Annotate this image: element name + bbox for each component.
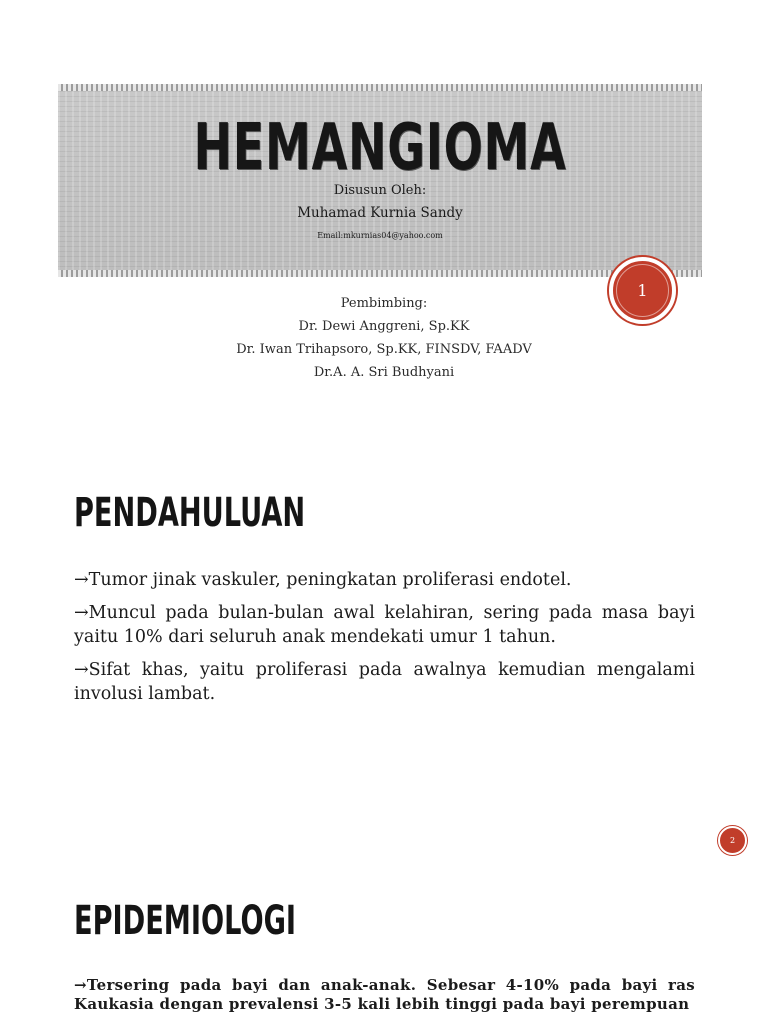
supervisors-label: Pembimbing:	[340, 296, 428, 311]
pendahuluan-body	[74, 568, 695, 715]
supervisors-block	[0, 292, 768, 384]
author-label: Disusun Oleh:	[333, 183, 427, 198]
author-name: Muhamad Kurnia Sandy	[297, 205, 463, 221]
pendahuluan-point-1: →Tumor jinak vaskuler, peningkatan proliferasi endotel.	[74, 570, 572, 590]
banner-content	[58, 91, 702, 270]
banner-bottom-stripe	[58, 270, 702, 277]
page-number-badge-2	[718, 826, 747, 855]
supervisor-2: Dr. Iwan Trihapsoro, Sp.KK, FINSDV, FAADV	[236, 342, 532, 357]
section-heading-pendahuluan: PENDAHULUAN	[74, 490, 306, 536]
page-number-1: 1	[637, 281, 648, 300]
epidemiologi-body	[74, 976, 695, 1023]
title-banner	[58, 84, 702, 277]
supervisor-3: Dr.A. A. Sri Budhyani	[313, 365, 455, 380]
pendahuluan-point-2: →Muncul pada bulan-bulan awal kelahiran, sering pada masa bayi yaitu 10% dari seluruh anak mendekati umur 1 tahun.	[74, 603, 695, 647]
author-email: Email:mkurnias04@yahoo.com	[317, 231, 443, 240]
epidemiologi-point-1: →Tersering pada bayi dan anak-anak. Sebesar 4-10% pada bayi ras Kaukasia dengan prevalensi 3-5 kali lebih tinggi pada bayi perempuan	[74, 976, 695, 1013]
supervisor-1: Dr. Dewi Anggreni, Sp.KK	[298, 319, 470, 334]
slide-title: HEMANGIOMA	[193, 111, 567, 185]
section-heading-epidemiologi: EPIDEMIOLOGI	[74, 898, 297, 944]
banner-top-stripe	[58, 84, 702, 91]
pendahuluan-point-3: →Sifat khas, yaitu proliferasi pada awalnya kemudian mengalami involusi lambat.	[74, 660, 695, 704]
page-number-2: 2	[729, 836, 736, 845]
